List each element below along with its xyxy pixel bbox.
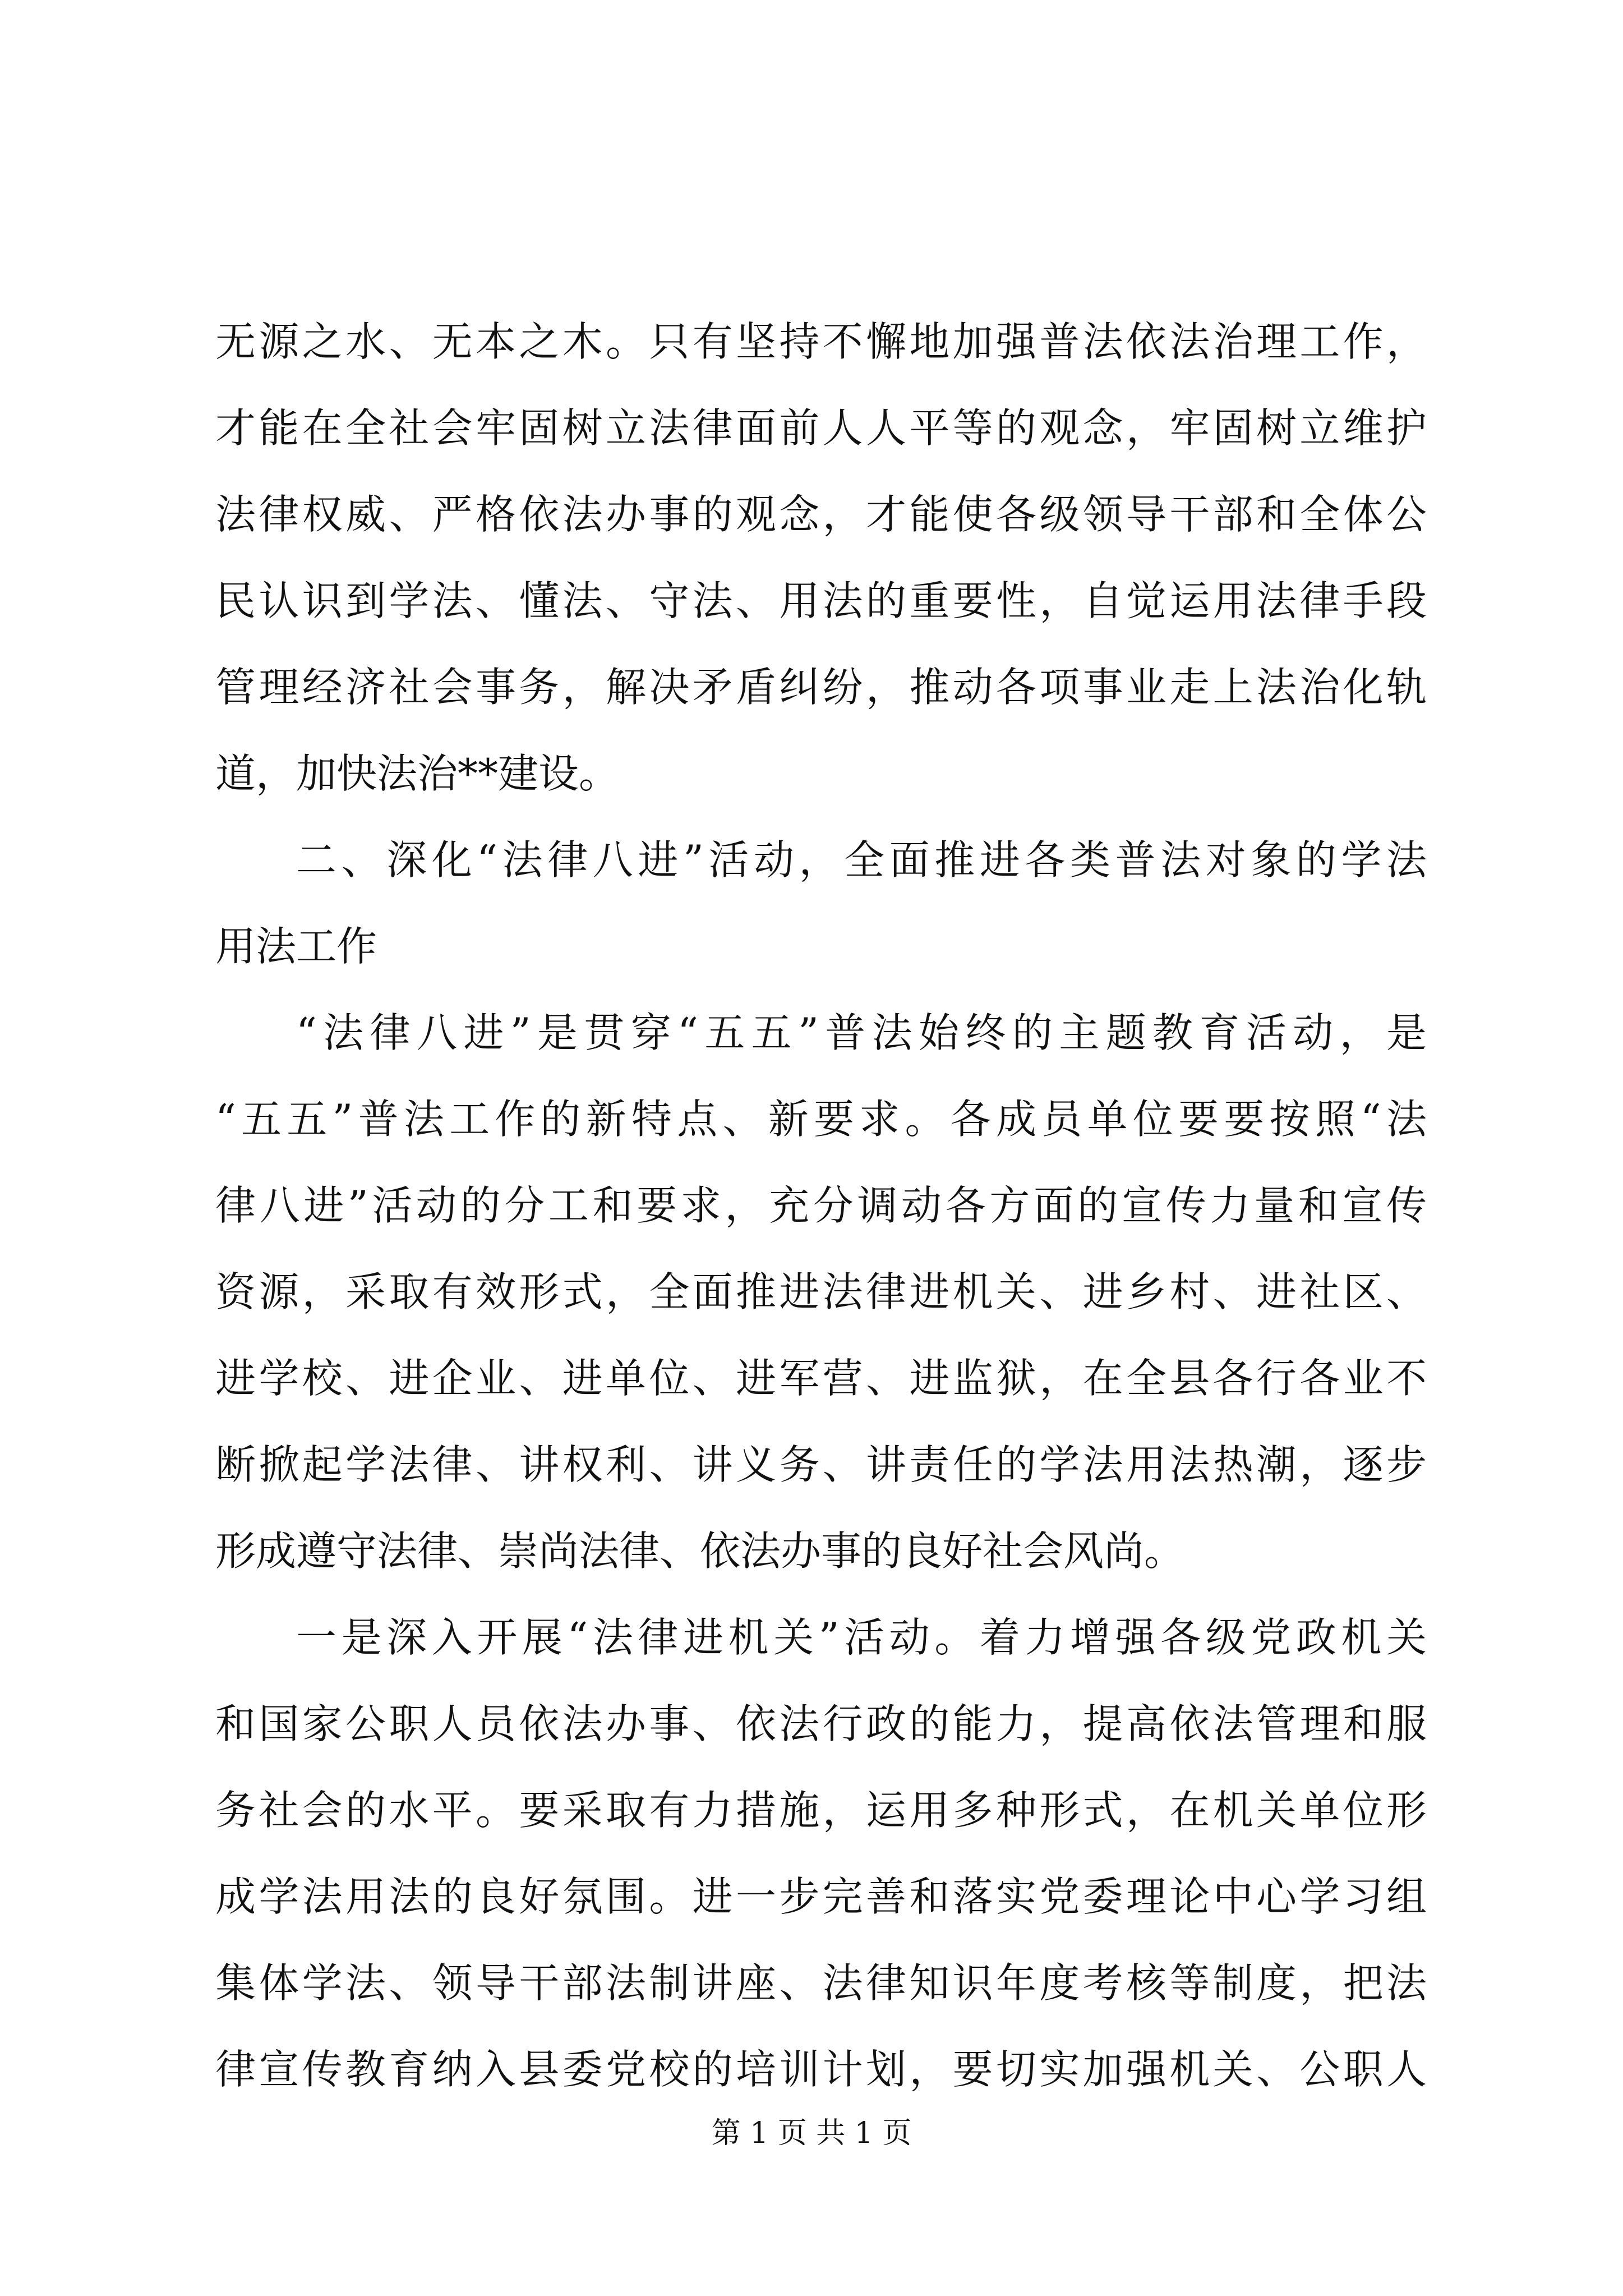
text-line: “法律八进”是贯穿“五五”普法始终的主题教育活动，是 xyxy=(296,1009,1427,1056)
text-line: 民认识到学法、懂法、守法、用法的重要性，自觉运用法律手段 xyxy=(215,577,1427,624)
text-line: 道，加快法治**建设。 xyxy=(215,750,620,797)
text-line: 和国家公职人员依法办事、依法行政的能力，提高依法管理和服 xyxy=(215,1700,1427,1747)
text-line: “五五”普法工作的新特点、新要求。各成员单位要要按照“法 xyxy=(215,1096,1427,1143)
document-body xyxy=(215,298,1427,2113)
text-line: 律宣传教育纳入县委党校的培训计划，要切实加强机关、公职人 xyxy=(215,2046,1427,2093)
text-line: 律八进”活动的分工和要求，充分调动各方面的宣传力量和宣传 xyxy=(215,1182,1427,1229)
text-line: 一是深入开展“法律进机关”活动。着力增强各级党政机关 xyxy=(296,1614,1427,1661)
page-number-footer: 第 1 页 共 1 页 xyxy=(711,2116,912,2150)
text-line: 资源，采取有效形式，全面推进法律进机关、进乡村、进社区、 xyxy=(215,1268,1427,1315)
text-line: 集体学法、领导干部法制讲座、法律知识年度考核等制度，把法 xyxy=(215,1959,1427,2007)
section-heading-line: 用法工作 xyxy=(215,923,377,970)
text-line: 管理经济社会事务，解决矛盾纠纷，推动各项事业走上法治化轨 xyxy=(215,664,1427,711)
text-line: 成学法用法的良好氛围。进一步完善和落实党委理论中心学习组 xyxy=(215,1873,1427,1920)
section-heading-line: 二、深化“法律八进”活动，全面推进各类普法对象的学法 xyxy=(296,836,1427,884)
text-line: 断掀起学法律、讲权利、讲义务、讲责任的学法用法热潮，逐步 xyxy=(215,1441,1427,1488)
text-line: 进学校、进企业、进单位、进军营、进监狱，在全县各行各业不 xyxy=(215,1355,1427,1402)
text-line: 才能在全社会牢固树立法律面前人人平等的观念，牢固树立维护 xyxy=(215,404,1427,452)
text-line: 形成遵守法律、崇尚法律、依法办事的良好社会风尚。 xyxy=(215,1527,1185,1575)
text-line: 务社会的水平。要采取有力措施，运用多种形式，在机关单位形 xyxy=(215,1787,1427,1834)
text-line: 法律权威、严格依法办事的观念，才能使各级领导干部和全体公 xyxy=(215,491,1427,538)
text-line: 无源之水、无本之木。只有坚持不懈地加强普法依法治理工作， xyxy=(215,318,1427,365)
